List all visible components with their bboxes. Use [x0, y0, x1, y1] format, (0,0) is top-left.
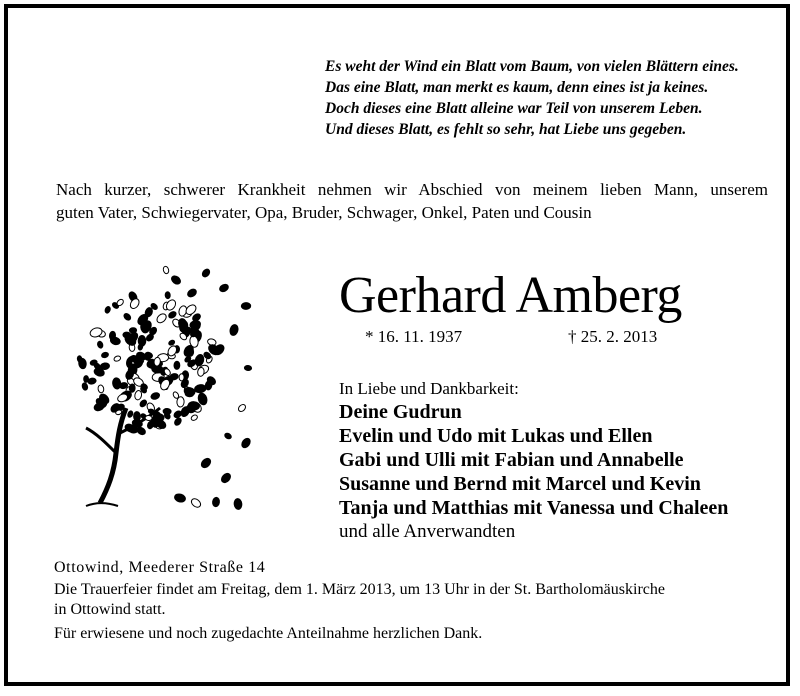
footer: [54, 558, 774, 644]
mourner-name: Deine Gudrun: [339, 401, 462, 423]
mourner-name: Susanne und Bernd mit Marcel und Kevin: [339, 473, 701, 495]
mourners-closing: und alle Anverwandten: [339, 521, 516, 542]
birth-date: * 16. 11. 1937: [365, 327, 463, 346]
death-date: † 25. 2. 2013: [568, 327, 658, 346]
mourners-lead: In Liebe und Dankbarkeit:: [339, 379, 519, 398]
intro-line: guten Vater, Schwiegervater, Opa, Bruder, Schwager, Onkel, Paten und Cousin: [56, 203, 592, 222]
mourner-name: Evelin und Udo mit Lukas und Ellen: [339, 425, 653, 447]
address: Ottowind, Meederer Straße 14: [54, 559, 266, 576]
poem-line: Es weht der Wind ein Blatt vom Baum, von vielen Blättern eines.: [325, 58, 739, 75]
thanks-text: Für erwiesene und noch zugedachte Anteilnahme herzlichen Dank.: [54, 625, 483, 642]
windblown-tree-icon: [56, 258, 256, 518]
mourners-list: [339, 378, 779, 544]
poem-line: Doch dieses eine Blatt alleine war Teil von unserem Leben.: [325, 100, 703, 117]
service-info-line2: in Ottowind statt.: [54, 601, 166, 618]
mourner-name: Tanja und Matthias mit Vanessa und Chaleen: [339, 497, 729, 519]
mourner-name: Gabi und Ulli mit Fabian und Annabelle: [339, 449, 684, 471]
intro-line: Nach kurzer, schwerer Krankheit nehmen wir Abschied von meinem lieben Mann, unserem: [56, 180, 768, 199]
deceased-name: Gerhard Amberg: [339, 267, 682, 324]
poem-line: Das eine Blatt, man merkt es kaum, denn eines ist ja keines.: [325, 79, 709, 96]
poem-line: Und dieses Blatt, es fehlt so sehr, hat Liebe uns gegeben.: [325, 121, 687, 138]
poem: [325, 56, 785, 140]
obituary-frame: [4, 4, 790, 686]
service-info-line1: Die Trauerfeier findet am Freitag, dem 1. März 2013, um 13 Uhr in der St. Bartholomäuskirche: [54, 581, 665, 598]
intro-text: [56, 178, 768, 224]
